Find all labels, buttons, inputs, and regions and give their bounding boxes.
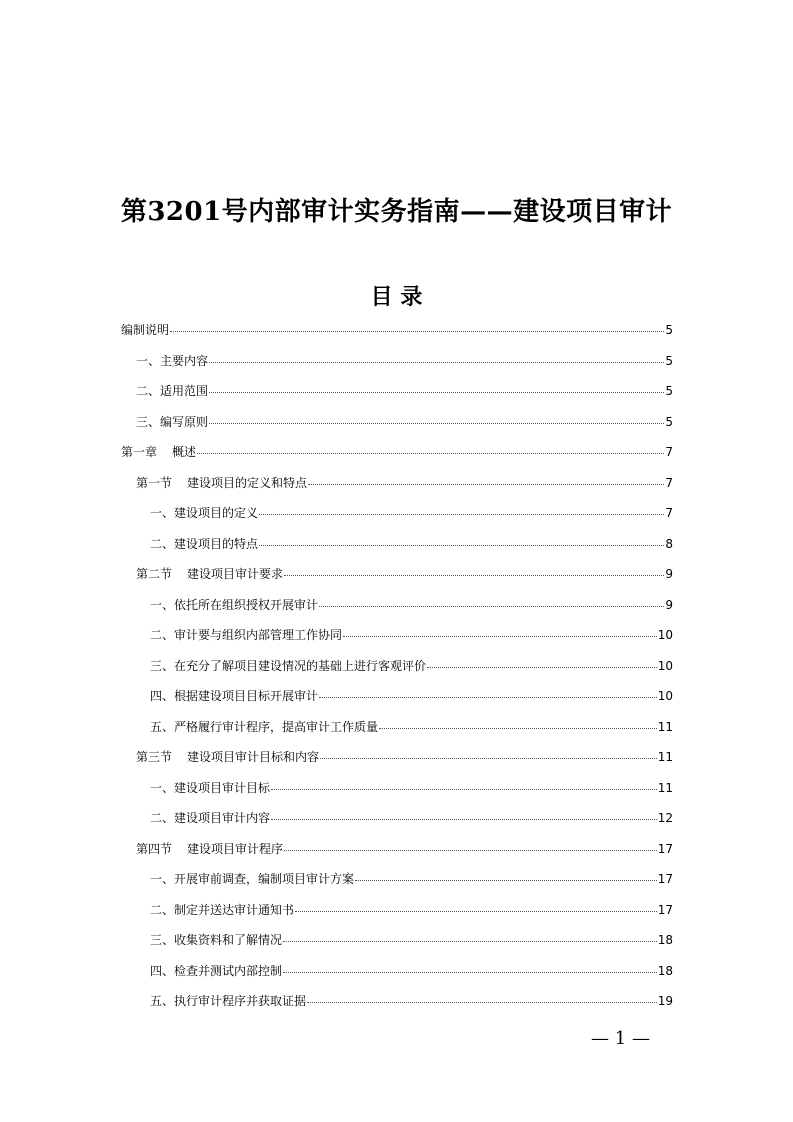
toc-entry-number: 第一节 bbox=[136, 475, 173, 490]
toc-entry-line bbox=[150, 657, 673, 675]
toc-page-number: 11 bbox=[657, 780, 673, 795]
toc-page-number: 7 bbox=[665, 506, 673, 520]
toc-entry-title: 三、收集资料和了解情况 bbox=[150, 933, 283, 947]
toc-entry[interactable] bbox=[0, 497, 793, 528]
toc-page-number: 17 bbox=[657, 902, 673, 917]
toc-dot-leader bbox=[209, 422, 664, 424]
toc-page-number: 8 bbox=[665, 536, 673, 551]
toc-entry-title: 一、依托所在组织授权开展审计 bbox=[150, 597, 319, 612]
toc-page-number: 5 bbox=[665, 323, 673, 337]
toc-dot-leader bbox=[320, 757, 657, 759]
toc-entry-title: 一、主要内容 bbox=[136, 353, 209, 368]
toc-dot-leader bbox=[379, 727, 657, 729]
toc-entry-line bbox=[150, 596, 673, 614]
toc-entry-title: 四、检查并测试内部控制 bbox=[150, 963, 283, 978]
toc-entry-line bbox=[150, 901, 673, 919]
toc-entry[interactable] bbox=[0, 528, 793, 559]
toc-entry[interactable] bbox=[0, 711, 793, 742]
toc-entry-title: 二、建设项目审计内容 bbox=[150, 811, 271, 825]
toc-entry-title: 建设项目审计目标和内容 bbox=[187, 750, 320, 764]
toc-entry[interactable] bbox=[0, 772, 793, 803]
toc-dot-leader bbox=[284, 849, 657, 851]
toc-entry-line bbox=[150, 962, 673, 980]
toc-dot-leader bbox=[284, 574, 664, 576]
toc-entry[interactable] bbox=[0, 924, 793, 955]
toc-entry-line bbox=[150, 687, 673, 705]
toc-entry-number: 第二节 bbox=[136, 567, 173, 581]
toc-entry-line bbox=[136, 474, 673, 492]
toc-page-number: 9 bbox=[665, 567, 673, 581]
toc-entry-line bbox=[150, 535, 673, 553]
toc-dot-leader bbox=[308, 483, 664, 485]
toc-dot-leader bbox=[209, 391, 664, 393]
toc-entry-line bbox=[150, 809, 673, 827]
toc-dot-leader bbox=[259, 513, 664, 515]
toc-entry[interactable] bbox=[0, 802, 793, 833]
toc-dot-leader bbox=[307, 1001, 657, 1003]
toc-entry[interactable] bbox=[0, 619, 793, 650]
toc-entry[interactable] bbox=[0, 345, 793, 376]
toc-dot-leader bbox=[271, 818, 657, 820]
toc-entry-line bbox=[136, 748, 673, 766]
toc-entry-line bbox=[150, 626, 673, 644]
toc-dot-leader bbox=[271, 788, 657, 790]
toc-entry-title: 三、编写原则 bbox=[136, 414, 209, 429]
toc-dot-leader bbox=[319, 605, 664, 607]
toc-entry-line bbox=[121, 321, 673, 339]
toc-entry-line bbox=[136, 413, 673, 431]
toc-entry[interactable] bbox=[0, 741, 793, 772]
table-of-contents bbox=[0, 314, 793, 1016]
toc-entry-number: 第三节 bbox=[136, 750, 173, 764]
toc-page-number: 17 bbox=[657, 872, 673, 886]
toc-entry-title: 一、开展审前调查，编制项目审计方案 bbox=[150, 872, 355, 886]
toc-entry-title: 二、建设项目的特点 bbox=[150, 536, 259, 551]
toc-entry-number: 第一章 bbox=[121, 445, 158, 459]
toc-page-number: 17 bbox=[657, 841, 673, 856]
toc-entry-line bbox=[136, 840, 673, 858]
toc-entry[interactable] bbox=[0, 314, 793, 345]
toc-entry-number: 第四节 bbox=[136, 841, 173, 856]
toc-entry-line bbox=[150, 931, 673, 949]
toc-entry[interactable] bbox=[0, 589, 793, 620]
toc-entry-line bbox=[150, 779, 673, 797]
toc-entry-line bbox=[136, 352, 673, 370]
toc-dot-leader bbox=[355, 879, 657, 881]
toc-entry-line bbox=[136, 565, 673, 583]
toc-entry-title: 建设项目审计要求 bbox=[187, 567, 284, 581]
toc-page-number: 12 bbox=[657, 811, 673, 825]
toc-dot-leader bbox=[259, 544, 664, 546]
toc-entry[interactable] bbox=[0, 985, 793, 1016]
toc-dot-leader bbox=[319, 696, 657, 698]
toc-dot-leader bbox=[197, 452, 664, 454]
toc-entry-title: 四、根据建设项目目标开展审计 bbox=[150, 689, 319, 703]
toc-entry-title: 概述 bbox=[172, 445, 197, 459]
toc-page-number: 11 bbox=[657, 719, 673, 734]
toc-entry-title: 建设项目的定义和特点 bbox=[187, 475, 308, 490]
toc-entry-title: 二、审计要与组织内部管理工作协同 bbox=[150, 628, 343, 642]
toc-dot-leader bbox=[283, 940, 657, 942]
toc-entry-title: 二、适用范围 bbox=[136, 384, 209, 398]
toc-page-number: 19 bbox=[657, 994, 673, 1008]
toc-entry[interactable] bbox=[0, 650, 793, 681]
toc-page-number: 9 bbox=[665, 597, 673, 612]
toc-entry[interactable] bbox=[0, 863, 793, 894]
toc-page-number: 10 bbox=[657, 689, 673, 703]
toc-page-number: 10 bbox=[657, 658, 673, 673]
toc-entry-line bbox=[150, 870, 673, 888]
toc-entry-line bbox=[150, 992, 673, 1010]
toc-page-number: 11 bbox=[657, 750, 673, 764]
toc-page-number: 5 bbox=[665, 384, 673, 398]
toc-entry-title: 建设项目审计程序 bbox=[187, 841, 284, 856]
toc-page-number: 5 bbox=[665, 353, 673, 368]
toc-entry[interactable] bbox=[0, 375, 793, 406]
toc-heading: 目 录 bbox=[370, 284, 423, 310]
toc-entry[interactable] bbox=[0, 680, 793, 711]
page-number: — 1 — bbox=[591, 1028, 650, 1049]
toc-entry-line bbox=[150, 718, 673, 736]
toc-entry[interactable] bbox=[0, 833, 793, 864]
toc-page-number: 18 bbox=[657, 933, 673, 947]
toc-page-number: 18 bbox=[657, 963, 673, 978]
toc-dot-leader bbox=[283, 971, 657, 973]
toc-entry[interactable] bbox=[0, 955, 793, 986]
toc-entry-title: 三、在充分了解项目建设情况的基础上进行客观评价 bbox=[150, 658, 427, 673]
toc-entry[interactable] bbox=[0, 406, 793, 437]
toc-entry-title: 一、建设项目的定义 bbox=[150, 506, 259, 520]
toc-entry-title: 编制说明 bbox=[121, 323, 170, 337]
toc-dot-leader bbox=[343, 635, 657, 637]
toc-page-number: 5 bbox=[665, 414, 673, 429]
toc-dot-leader bbox=[170, 330, 664, 332]
toc-entry[interactable] bbox=[0, 436, 793, 467]
toc-page-number: 7 bbox=[665, 475, 673, 490]
toc-entry-line bbox=[150, 504, 673, 522]
toc-entry-title: 一、建设项目审计目标 bbox=[150, 780, 271, 795]
toc-dot-leader bbox=[209, 361, 664, 363]
toc-page-number: 7 bbox=[665, 445, 673, 459]
toc-dot-leader bbox=[295, 910, 657, 912]
toc-entry[interactable] bbox=[0, 894, 793, 925]
toc-entry-line bbox=[136, 382, 673, 400]
toc-entry[interactable] bbox=[0, 558, 793, 589]
toc-entry-title: 二、制定并送达审计通知书 bbox=[150, 902, 295, 917]
toc-page-number: 10 bbox=[657, 628, 673, 642]
document-title: 第3201号内部审计实务指南——建设项目审计 bbox=[120, 197, 673, 227]
toc-entry-line bbox=[121, 443, 673, 461]
toc-entry[interactable] bbox=[0, 467, 793, 498]
toc-entry-title: 五、严格履行审计程序，提高审计工作质量 bbox=[150, 719, 379, 734]
toc-entry-title: 五、执行审计程序并获取证据 bbox=[150, 994, 307, 1008]
toc-dot-leader bbox=[427, 666, 657, 668]
